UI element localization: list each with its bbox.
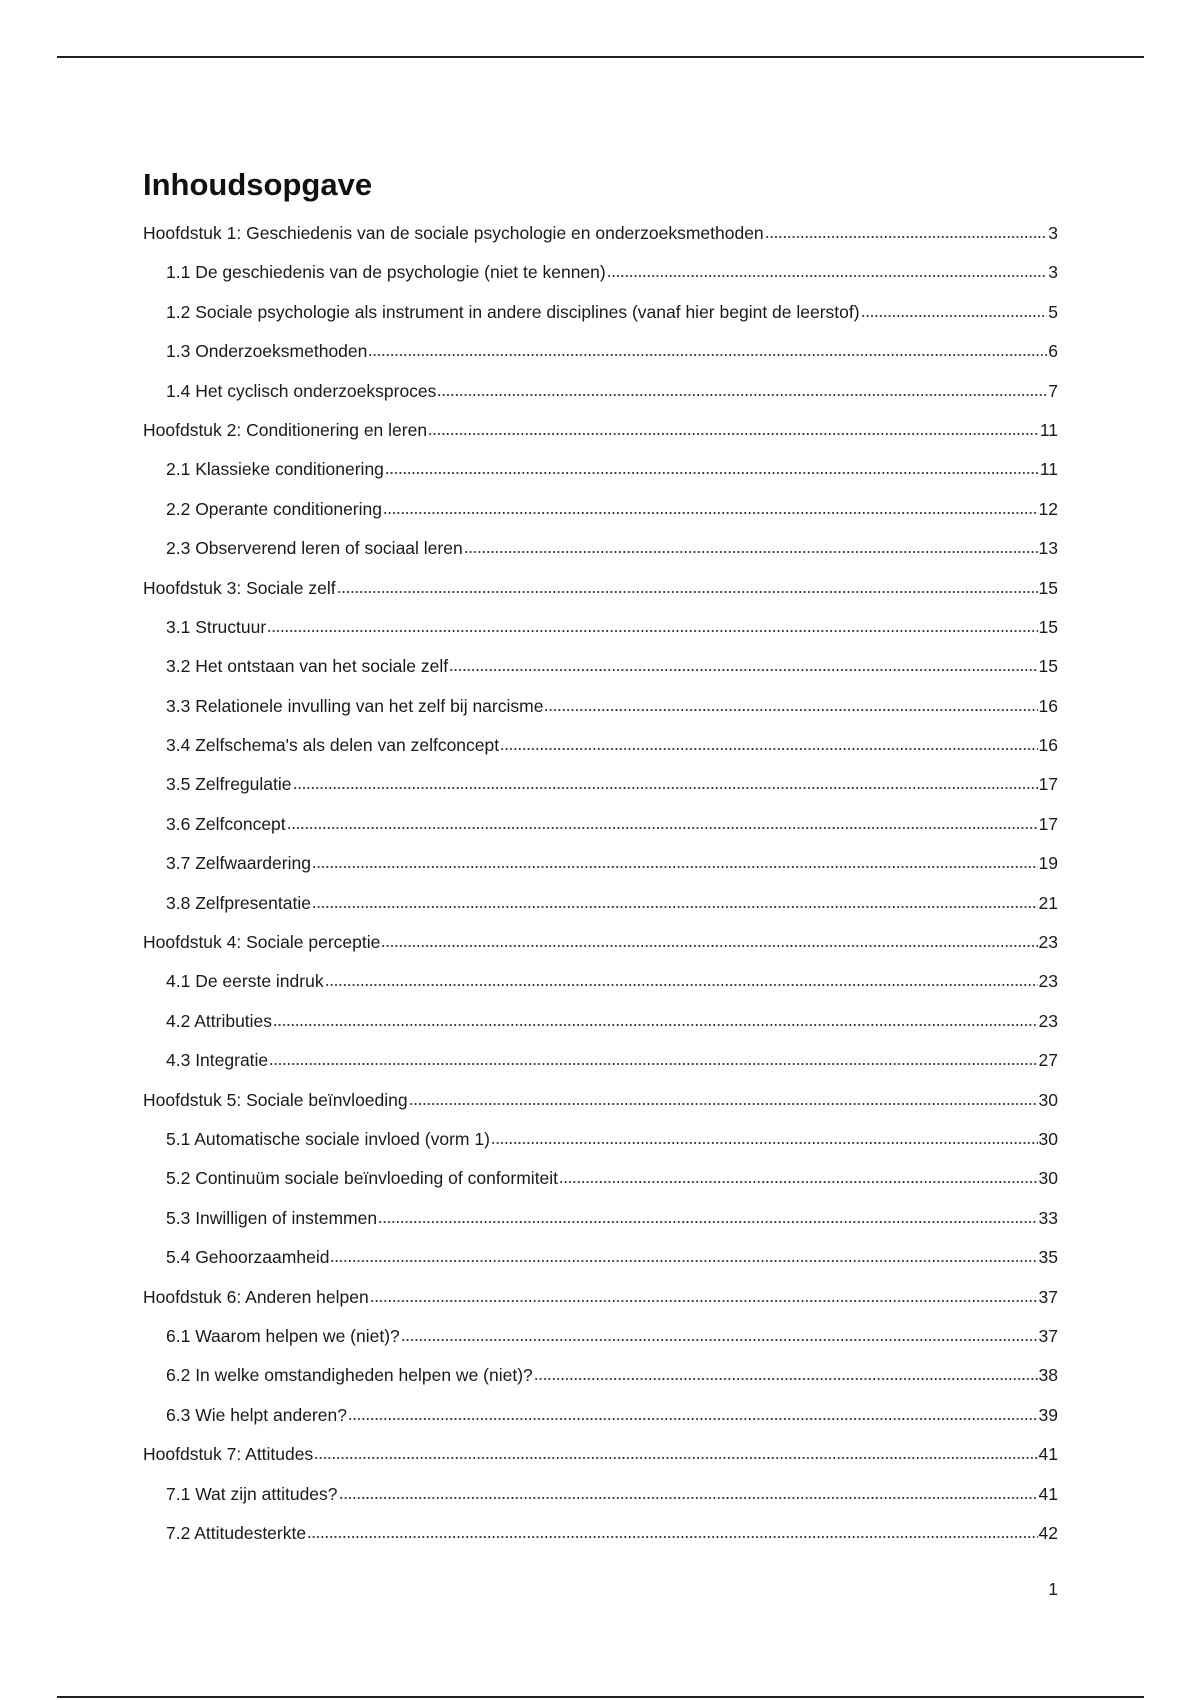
toc-section-entry[interactable] (143, 730, 1058, 769)
toc-entry-title: Hoofdstuk 5: Sociale beïnvloeding (143, 1089, 408, 1110)
toc-section-entry[interactable] (143, 848, 1058, 887)
toc-entry-page: 11 (1039, 419, 1058, 440)
toc-dot-leader (267, 630, 1037, 632)
toc-dot-leader (287, 827, 1038, 829)
toc-chapter-entry[interactable] (143, 1439, 1058, 1478)
toc-entry-title: 5.4 Gehoorzaamheid (166, 1247, 330, 1268)
toc-entry-page: 30 (1038, 1089, 1058, 1110)
toc-dot-leader (409, 1103, 1038, 1105)
toc-dot-leader (312, 866, 1038, 868)
toc-chapter-entry[interactable] (143, 1085, 1058, 1124)
toc-dot-leader (307, 1536, 1037, 1538)
toc-dot-leader (544, 709, 1037, 711)
toc-dot-leader (449, 669, 1037, 671)
toc-entry-page: 33 (1038, 1207, 1058, 1228)
toc-entry-title: Hoofdstuk 7: Attitudes (143, 1444, 314, 1465)
toc-section-entry[interactable] (143, 1045, 1058, 1084)
toc-dot-leader (437, 394, 1047, 396)
toc-entry-title: 1.2 Sociale psychologie als instrument in andere disciplines (vanaf hier begint de leerstof) (166, 301, 860, 322)
toc-entry-page: 17 (1038, 774, 1058, 795)
toc-entry-page: 6 (1048, 341, 1058, 362)
toc-section-entry[interactable] (143, 888, 1058, 927)
toc-entry-title: 3.2 Het ontstaan van het sociale zelf (166, 656, 449, 677)
toc-section-entry[interactable] (143, 1124, 1058, 1163)
toc-entry-page: 38 (1038, 1365, 1058, 1386)
toc-entry-page: 13 (1038, 538, 1058, 559)
toc-section-entry[interactable] (143, 809, 1058, 848)
toc-entry-page: 23 (1038, 1010, 1058, 1031)
toc-entry-title: Hoofdstuk 2: Conditionering en leren (143, 419, 428, 440)
toc-section-entry[interactable] (143, 376, 1058, 415)
toc-entry-page: 5 (1048, 301, 1058, 322)
toc-dot-leader (330, 1260, 1037, 1262)
page-number: 1 (1048, 1579, 1058, 1599)
toc-entry-page: 23 (1038, 932, 1058, 953)
toc-entry-page: 21 (1038, 892, 1058, 913)
toc-entry-page: 35 (1038, 1247, 1058, 1268)
toc-entry-title: Hoofdstuk 4: Sociale perceptie (143, 932, 381, 953)
toc-entry-page: 11 (1039, 459, 1058, 480)
toc-chapter-entry[interactable] (143, 927, 1058, 966)
toc-entry-page: 41 (1038, 1444, 1058, 1465)
toc-entry-page: 39 (1038, 1404, 1058, 1425)
toc-entry-page: 30 (1038, 1168, 1058, 1189)
toc-entry-page: 41 (1038, 1483, 1058, 1504)
toc-entry-page: 27 (1038, 1050, 1058, 1071)
toc-dot-leader (293, 787, 1038, 789)
toc-entry-title: 2.2 Operante conditionering (166, 498, 382, 519)
footer-rule (57, 1696, 1144, 1698)
toc-section-entry[interactable] (143, 533, 1058, 572)
toc-section-entry[interactable] (143, 612, 1058, 651)
page-title: Inhoudsopgave (143, 167, 373, 202)
toc-chapter-entry[interactable] (143, 218, 1058, 257)
toc-entry-title: 4.1 De eerste indruk (166, 971, 324, 992)
toc-dot-leader (273, 1024, 1037, 1026)
toc-entry-title: 6.1 Waarom helpen we (niet)? (166, 1325, 400, 1346)
toc-entry-page: 3 (1048, 262, 1058, 283)
toc-dot-leader (861, 315, 1048, 317)
toc-entry-title: 1.1 De geschiedenis van de psychologie (niet te kennen) (166, 262, 606, 283)
toc-section-entry[interactable] (143, 1203, 1058, 1242)
toc-dot-leader (348, 1418, 1038, 1420)
toc-entry-page: 30 (1038, 1128, 1058, 1149)
toc-entry-page: 3 (1048, 223, 1058, 243)
toc-section-entry[interactable] (143, 297, 1058, 336)
toc-dot-leader (381, 945, 1037, 947)
toc-chapter-entry[interactable] (143, 573, 1058, 612)
toc-dot-leader (383, 512, 1038, 514)
table-of-contents (143, 218, 1058, 1557)
toc-entry-title: Hoofdstuk 6: Anderen helpen (143, 1286, 369, 1307)
toc-dot-leader (607, 275, 1048, 277)
toc-dot-leader (428, 433, 1039, 435)
toc-dot-leader (337, 591, 1038, 593)
toc-section-entry[interactable] (143, 1360, 1058, 1399)
toc-entry-page: 23 (1038, 971, 1058, 992)
toc-chapter-entry[interactable] (143, 1282, 1058, 1321)
toc-dot-leader (401, 1339, 1038, 1341)
toc-entry-title: 2.3 Observerend leren of sociaal leren (166, 538, 463, 559)
toc-entry-title: 3.3 Relationele invulling van het zelf bij narcisme (166, 695, 544, 716)
toc-section-entry[interactable] (143, 1163, 1058, 1202)
toc-section-entry[interactable] (143, 769, 1058, 808)
toc-entry-page: 17 (1038, 813, 1058, 834)
toc-dot-leader (559, 1181, 1037, 1183)
toc-section-entry[interactable] (143, 691, 1058, 730)
toc-entry-page: 15 (1038, 577, 1058, 598)
toc-dot-leader (464, 551, 1038, 553)
toc-dot-leader (500, 748, 1037, 750)
toc-dot-leader (765, 236, 1048, 238)
toc-entry-page: 19 (1038, 853, 1058, 874)
toc-dot-leader (370, 1300, 1038, 1302)
toc-dot-leader (269, 1063, 1037, 1065)
toc-entry-title: 5.3 Inwilligen of instemmen (166, 1207, 378, 1228)
toc-dot-leader (385, 472, 1039, 474)
toc-dot-leader (312, 906, 1038, 908)
toc-entry-title: 4.3 Integratie (166, 1050, 269, 1071)
toc-entry-title: 7.1 Wat zijn attitudes? (166, 1483, 338, 1504)
toc-dot-leader (325, 984, 1038, 986)
toc-dot-leader (491, 1142, 1038, 1144)
toc-entry-title: 3.8 Zelfpresentatie (166, 892, 311, 913)
toc-section-entry[interactable] (143, 336, 1058, 375)
toc-section-entry[interactable] (143, 494, 1058, 533)
toc-entry-title: 1.3 Onderzoeksmethoden (166, 341, 368, 362)
toc-entry-page: 16 (1038, 695, 1058, 716)
toc-entry-title: 4.2 Attributies (166, 1010, 273, 1031)
toc-entry-page: 7 (1048, 380, 1058, 401)
toc-dot-leader (368, 354, 1047, 356)
toc-entry-page: 42 (1038, 1522, 1058, 1543)
toc-entry-page: 12 (1038, 498, 1058, 519)
toc-entry-title: Hoofdstuk 1: Geschiedenis van de sociale psychologie en onderzoeksmethoden (143, 223, 764, 243)
toc-entry-page: 37 (1038, 1286, 1058, 1307)
toc-section-entry[interactable] (143, 966, 1058, 1005)
toc-dot-leader (339, 1497, 1038, 1499)
toc-chapter-entry[interactable] (143, 415, 1058, 454)
toc-dot-leader (378, 1221, 1037, 1223)
toc-entry-page: 15 (1038, 616, 1058, 637)
header-rule (57, 56, 1144, 58)
toc-section-entry[interactable] (143, 1518, 1058, 1557)
toc-entry-title: 3.5 Zelfregulatie (166, 774, 292, 795)
toc-entry-title: 3.4 Zelfschema's als delen van zelfconcept (166, 735, 500, 756)
toc-section-entry[interactable] (143, 1479, 1058, 1518)
toc-section-entry[interactable] (143, 651, 1058, 690)
toc-entry-page: 37 (1038, 1325, 1058, 1346)
toc-section-entry[interactable] (143, 1006, 1058, 1045)
toc-section-entry[interactable] (143, 1321, 1058, 1360)
toc-entry-title: 6.3 Wie helpt anderen? (166, 1404, 347, 1425)
toc-entry-title: 3.6 Zelfconcept (166, 813, 286, 834)
toc-dot-leader (314, 1457, 1037, 1459)
toc-section-entry[interactable] (143, 1242, 1058, 1281)
toc-dot-leader (534, 1378, 1038, 1380)
toc-entry-title: 5.1 Automatische sociale invloed (vorm 1) (166, 1128, 490, 1149)
toc-entry-page: 16 (1038, 735, 1058, 756)
toc-section-entry[interactable] (143, 454, 1058, 493)
toc-entry-title: 2.1 Klassieke conditionering (166, 459, 384, 480)
toc-entry-title: Hoofdstuk 3: Sociale zelf (143, 577, 336, 598)
toc-section-entry[interactable] (143, 257, 1058, 296)
toc-section-entry[interactable] (143, 1400, 1058, 1439)
toc-entry-title: 3.1 Structuur (166, 616, 267, 637)
toc-entry-title: 7.2 Attitudesterkte (166, 1522, 307, 1543)
toc-entry-title: 3.7 Zelfwaardering (166, 853, 311, 874)
toc-entry-title: 1.4 Het cyclisch onderzoeksproces (166, 380, 437, 401)
toc-entry-page: 15 (1038, 656, 1058, 677)
toc-entry-title: 6.2 In welke omstandigheden helpen we (niet)? (166, 1365, 533, 1386)
toc-entry-title: 5.2 Continuüm sociale beïnvloeding of conformiteit (166, 1168, 559, 1189)
